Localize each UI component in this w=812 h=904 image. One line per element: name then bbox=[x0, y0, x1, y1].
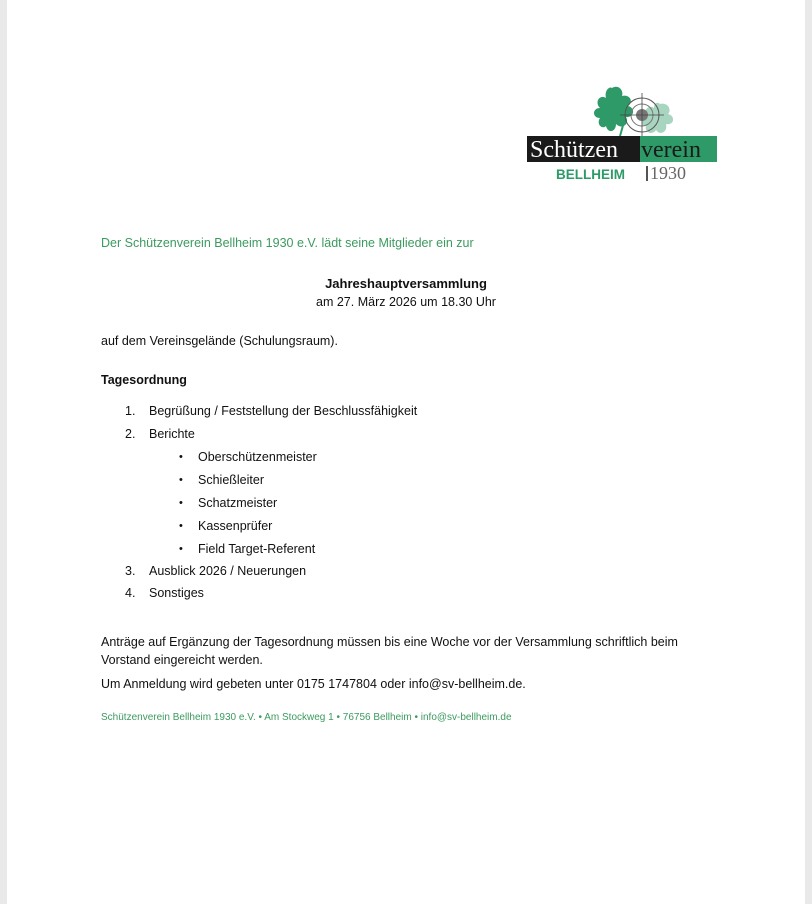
club-logo bbox=[520, 82, 720, 182]
logo-word-left: Schützen bbox=[530, 137, 618, 163]
meeting-date: am 27. März 2026 um 18.30 Uhr bbox=[316, 295, 496, 309]
bullet-icon: • bbox=[179, 497, 183, 509]
bullet-icon: • bbox=[179, 543, 183, 555]
logo-year: 1930 bbox=[650, 163, 686, 182]
agenda-heading: Tagesordnung bbox=[101, 373, 187, 387]
intro-text: Der Schützenverein Bellheim 1930 e.V. lädt seine Mitglieder ein zur bbox=[101, 236, 474, 250]
agenda-item-text: Begrüßung / Feststellung der Beschlussfähigkeit bbox=[149, 404, 418, 418]
oak-leaf-icon bbox=[594, 87, 673, 136]
bullet-icon: • bbox=[179, 451, 183, 463]
agenda-subitem-text: Schießleiter bbox=[198, 473, 264, 487]
agenda-item-number: 1. bbox=[125, 404, 136, 418]
agenda-item-text: Sonstiges bbox=[149, 586, 204, 600]
agenda-subitem-text: Schatzmeister bbox=[198, 496, 278, 510]
bullet-icon: • bbox=[179, 474, 183, 486]
meeting-venue: auf dem Vereinsgelände (Schulungsraum). bbox=[101, 334, 338, 348]
agenda-item-text: Ausblick 2026 / Neuerungen bbox=[149, 564, 307, 578]
agenda-item-number: 2. bbox=[125, 427, 136, 441]
notice-text: Anträge auf Ergänzung der Tagesordnung müssen bis eine Woche vor der Versammlung schriftlich beim Vorstand eingereicht werden. bbox=[101, 635, 678, 667]
agenda-subitem-text: Kassenprüfer bbox=[198, 519, 273, 533]
agenda-item-text: Berichte bbox=[149, 427, 195, 441]
meeting-title: Jahreshauptversammlung bbox=[325, 276, 487, 291]
document-page bbox=[7, 0, 805, 904]
agenda-subitem-text: Oberschützenmeister bbox=[198, 450, 317, 464]
agenda-item-number: 4. bbox=[125, 586, 136, 600]
footer-address: Schützenverein Bellheim 1930 e.V. • Am Stockweg 1 • 76756 Bellheim • info@sv-bellheim.de bbox=[101, 712, 512, 723]
bullet-icon: • bbox=[179, 520, 183, 532]
agenda-subitem-text: Field Target-Referent bbox=[198, 542, 316, 556]
agenda-item-number: 3. bbox=[125, 564, 136, 578]
logo-word-right: verein bbox=[641, 137, 701, 163]
registration-contact: Um Anmeldung wird gebeten unter 0175 1747804 oder info@sv-bellheim.de. bbox=[101, 677, 526, 691]
logo-town: BELLHEIM bbox=[556, 167, 625, 182]
